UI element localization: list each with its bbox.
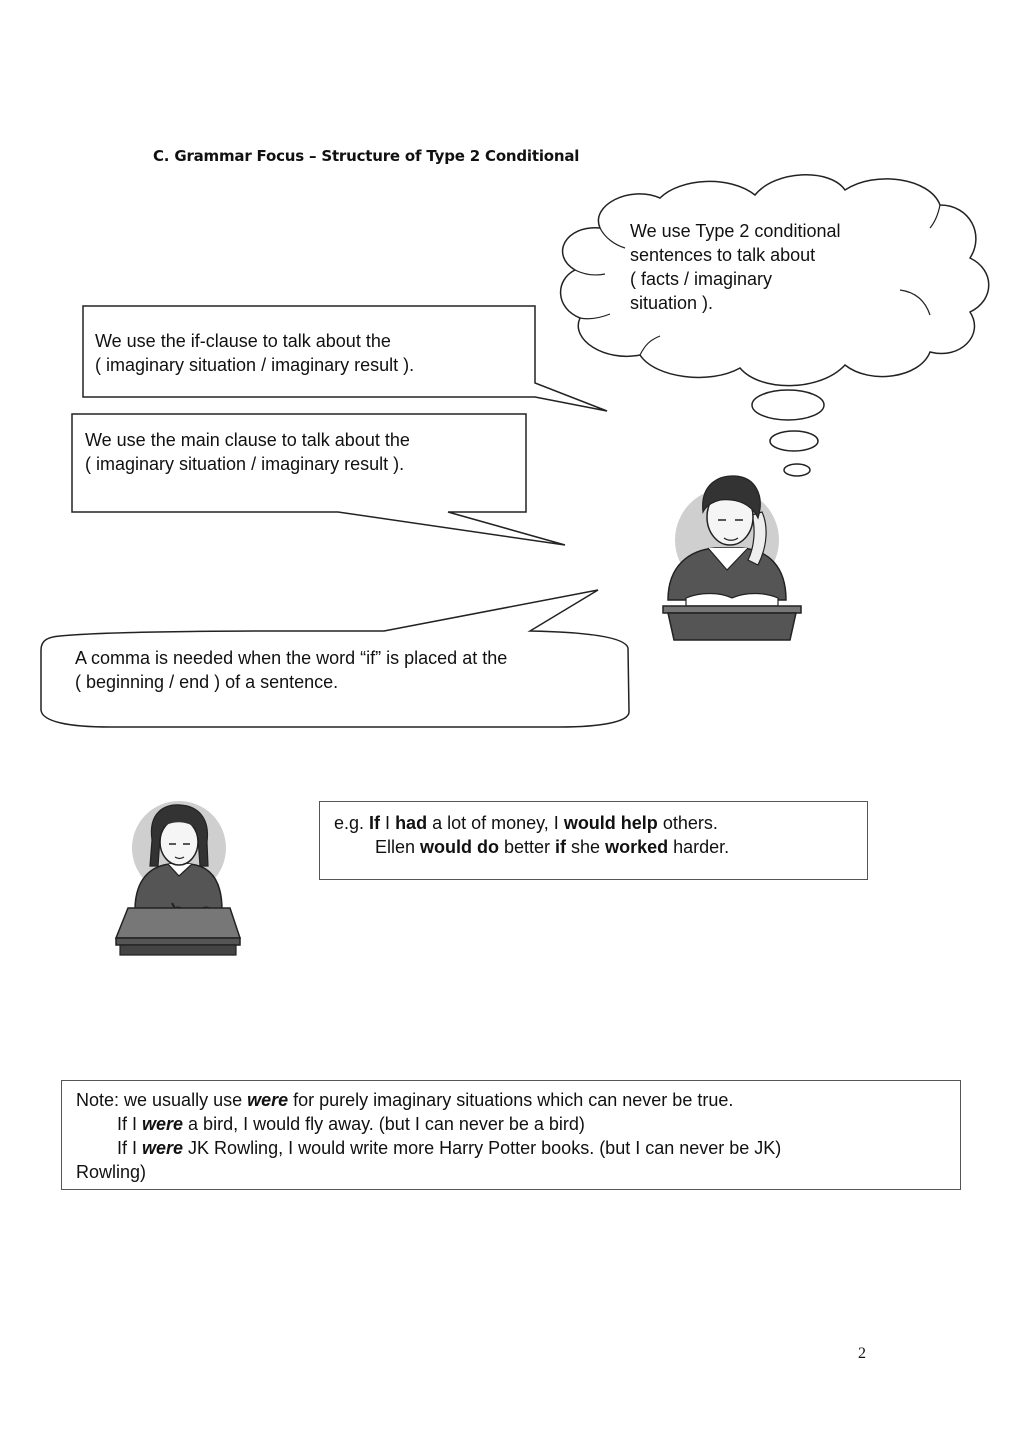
main-clause-line: We use the main clause to talk about the: [85, 430, 410, 450]
example-keyword: would do: [420, 837, 500, 857]
example-keyword: if: [555, 837, 567, 857]
example-text: others.: [657, 813, 718, 833]
example-text: a lot of money, I: [427, 813, 564, 833]
note-text: Note: we usually use: [76, 1090, 248, 1110]
example-text: Ellen: [375, 837, 421, 857]
page-number: 2: [858, 1345, 866, 1362]
note-line-3: [117, 1136, 781, 1160]
example-keyword: would help: [563, 813, 658, 833]
cloud-line: We use Type 2 conditional: [630, 221, 841, 241]
example-line-1: [334, 811, 718, 835]
example-line-2: [375, 835, 729, 859]
note-line-2: [117, 1112, 585, 1136]
example-text: better: [499, 837, 556, 857]
examples-box: [319, 801, 868, 880]
if-clause-line: ( imaginary situation / imaginary result ).: [95, 355, 415, 375]
example-keyword: worked: [605, 837, 669, 857]
example-text: harder.: [668, 837, 730, 857]
section-heading: C. Grammar Focus – Structure of Type 2 Conditional: [153, 147, 580, 165]
example-keyword: If: [369, 813, 381, 833]
cloud-line: ( facts / imaginary: [630, 269, 773, 289]
note-emphasis: were: [142, 1138, 184, 1158]
example-text: she: [566, 837, 606, 857]
note-text: for purely imaginary situations which can never be true.: [288, 1090, 734, 1110]
note-box: [61, 1080, 961, 1190]
example-text: I: [380, 813, 396, 833]
comma-text: [75, 646, 507, 694]
comma-line: ( beginning / end ) of a sentence.: [75, 672, 339, 692]
example-keyword: had: [395, 813, 428, 833]
note-text: JK Rowling, I would write more Harry Potter books. (but I can never be JK): [183, 1138, 782, 1158]
comma-line: A comma is needed when the word “if” is placed at the: [75, 648, 508, 668]
note-line-4: Rowling): [76, 1162, 147, 1182]
note-line-1: [76, 1088, 733, 1112]
cloud-text: [630, 219, 840, 315]
main-clause-line: ( imaginary situation / imaginary result ).: [85, 454, 405, 474]
note-text: If I: [117, 1138, 143, 1158]
cloud-line: situation ).: [630, 293, 714, 313]
note-text: If I: [117, 1114, 143, 1134]
note-text: a bird, I would fly away. (but I can never be a bird): [183, 1114, 585, 1134]
example-prefix: e.g.: [334, 813, 365, 833]
if-clause-text: [95, 329, 414, 377]
if-clause-line: We use the if-clause to talk about the: [95, 331, 391, 351]
main-clause-text: [85, 428, 410, 476]
note-emphasis: were: [247, 1090, 289, 1110]
girl-writing-illustration: [116, 801, 240, 955]
note-emphasis: were: [142, 1114, 184, 1134]
cloud-line: sentences to talk about: [630, 245, 816, 265]
boy-reading-illustration: [663, 476, 801, 640]
